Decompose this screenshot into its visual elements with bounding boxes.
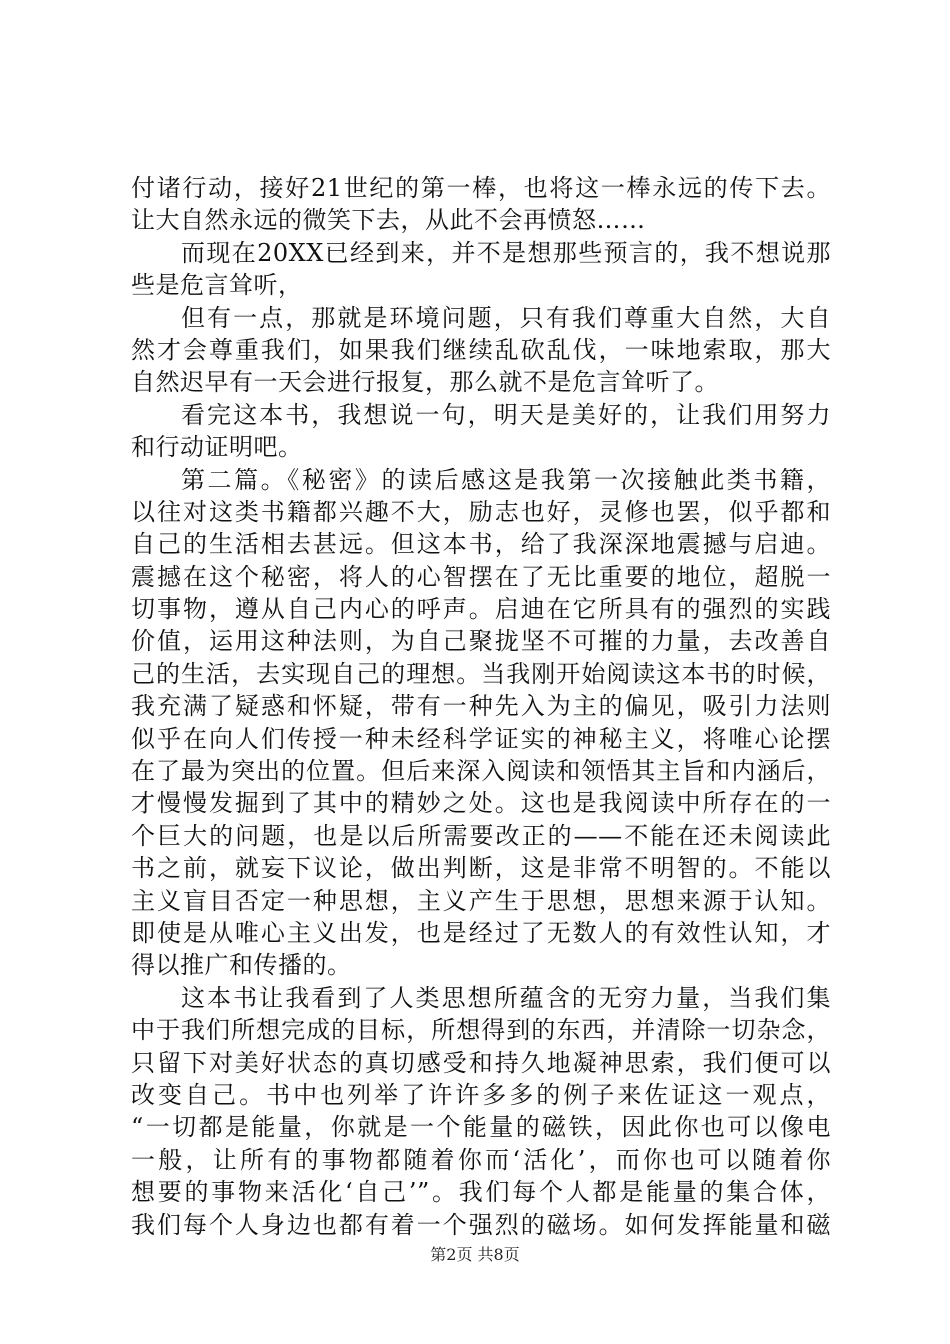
text-line: 己的生活，去实现自己的理想。当我刚开始阅读这本书的时候， <box>131 659 831 688</box>
text-line: 自然迟早有一天会进行报复，那么就不是危言耸听了。 <box>131 368 719 397</box>
text-line: 书之前，就妄下议论，做出判断，这是非常不明智的。不能以 <box>131 854 831 883</box>
text-line: 自己的生活相去甚远。但这本书，给了我深深地震撼与启迪。 <box>131 530 831 559</box>
text-line: 然才会尊重我们，如果我们继续乱砍乱伐，一味地索取，那大 <box>131 335 831 364</box>
text-line: 我们每个人身边也都有着一个强烈的磁场。如何发挥能量和磁 <box>131 1210 831 1239</box>
body-text <box>131 172 831 1241</box>
text-line: 切事物，遵从自己内心的呼声。启迪在它所具有的强烈的实践 <box>131 595 831 624</box>
text-line: 价值，运用这种法则，为自己聚拢坚不可摧的力量，去改善自 <box>131 627 831 656</box>
text-line: 只留下对美好状态的真切感受和持久地凝神思索，我们便可以 <box>131 1048 831 1077</box>
text-line: 看完这本书，我想说一句，明天是美好的，让我们用努力 <box>181 400 831 429</box>
text-line: 主义盲目否定一种思想，主义产生于思想，思想来源于认知。 <box>131 886 831 915</box>
text-line: 而现在20XX已经到来，并不是想那些预言的，我不想说那 <box>181 238 831 267</box>
text-line: 些是危言耸听， <box>131 271 303 300</box>
text-line: 和行动证明吧。 <box>131 433 303 462</box>
text-line: 中于我们所想完成的目标，所想得到的东西，并清除一切杂念， <box>131 1016 831 1045</box>
text-line: 第二篇。《秘密》的读后感这是我第一次接触此类书籍， <box>181 465 831 494</box>
text-line: 似乎在向人们传授一种未经科学证实的神秘主义，将唯心论摆 <box>131 724 831 753</box>
text-line: 得以推广和传播的。 <box>131 951 352 980</box>
text-line: 以往对这类书籍都兴趣不大，励志也好，灵修也罢，似乎都和 <box>131 497 831 526</box>
text-line: “一切都是能量，你就是一个能量的磁铁，因此你也可以像电 <box>131 1113 831 1142</box>
page-footer: 第2页 共8页 <box>430 1245 520 1264</box>
text-line: 这本书让我看到了人类思想所蕴含的无穷力量，当我们集 <box>181 983 831 1012</box>
text-line: 让大自然永远的微笑下去，从此不会再愤怒…… <box>131 206 646 235</box>
text-line: 个巨大的问题，也是以后所需要改正的——不能在还未阅读此 <box>131 821 831 850</box>
text-line: 想要的事物来活化‘自己’”。我们每个人都是能量的集合体， <box>131 1178 831 1207</box>
text-line: 震撼在这个秘密，将人的心智摆在了无比重要的地位，超脱一 <box>131 562 831 591</box>
text-line: 即使是从唯心主义出发，也是经过了无数人的有效性认知，才 <box>131 918 831 947</box>
text-line: 一般，让所有的事物都随着你而‘活化’，而你也可以随着你 <box>131 1145 831 1174</box>
text-line: 在了最为突出的位置。但后来深入阅读和领悟其主旨和内涵后， <box>131 757 831 786</box>
text-line: 才慢慢发掘到了其中的精妙之处。这也是我阅读中所存在的一 <box>131 789 831 818</box>
text-line: 付诸行动，接好21世纪的第一棒，也将这一棒永远的传下去。 <box>131 174 831 202</box>
text-line: 改变自己。书中也列举了许许多多的例子来佐证这一观点， <box>131 1080 831 1109</box>
text-line: 我充满了疑惑和怀疑，带有一种先入为主的偏见，吸引力法则 <box>131 692 831 721</box>
text-line: 但有一点，那就是环境问题，只有我们尊重大自然，大自 <box>181 303 831 332</box>
